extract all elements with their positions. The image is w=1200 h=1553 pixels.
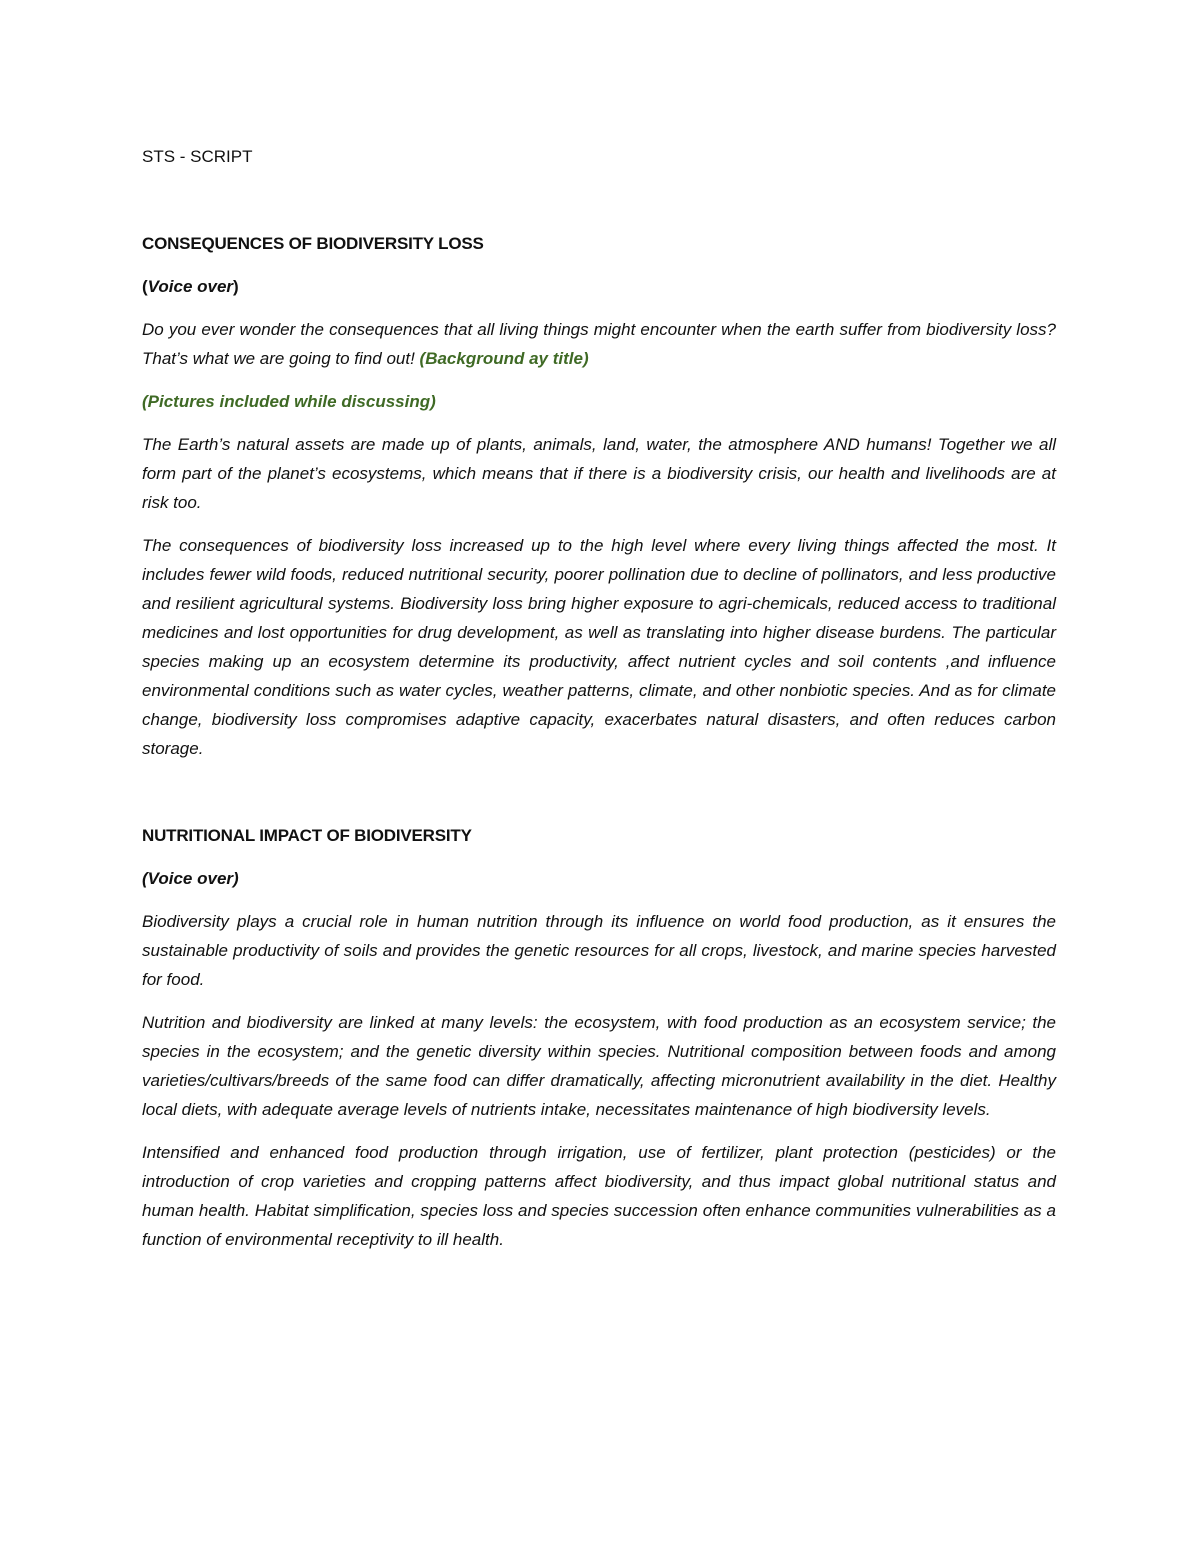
voice-over-text: Voice over <box>147 277 234 296</box>
spacer <box>142 850 1056 864</box>
pictures-note: (Pictures included while discussing) <box>142 392 436 411</box>
spacer <box>142 416 1056 430</box>
spacer <box>142 301 1056 315</box>
intro-paragraph <box>142 315 1056 373</box>
section-title-nutritional: NUTRITIONAL IMPACT OF BIODIVERSITY <box>142 826 472 845</box>
consequences-paragraph: The consequences of biodiversity loss increased up to the high level where every living things affected the most. It includes fewer wild foods, reduced nutritional security, poorer pollination due to decline of pollinators, and less productive and resilient agricultural systems. Biodiversity loss bring higher exposure to agri-chemicals, reduced access to traditional medicines and lost opportunities for drug development, as well as translating into higher disease burdens. The particular species making up an ecosystem determine its productivity, affect nutrient cycles and soil contents ,and influence environmental conditions such as water cycles, weather patterns, climate, and other nonbiotic species. And as for climate change, biodiversity loss compromises adaptive capacity, exacerbates natural disasters, and often reduces carbon storage. <box>142 536 1056 758</box>
intro-text: Do you ever wonder the consequences that all living things might encounter when the earth suffer from biodiversity loss? That’s what we are going to find out! <box>142 320 1056 368</box>
section-title-consequences: CONSEQUENCES OF BIODIVERSITY LOSS <box>142 234 484 253</box>
spacer <box>142 893 1056 907</box>
nutrition-paragraph-1: Biodiversity plays a crucial role in human nutrition through its influence on world food production, as it ensures the sustainable productivity of soils and provides the genetic resources for all crops, livestock, and marine species harvested for food. <box>142 912 1056 989</box>
voice-over-close-paren: ) <box>233 277 239 296</box>
nutrition-paragraph-2: Nutrition and biodiversity are linked at many levels: the ecosystem, with food production as an ecosystem service; the species in the ecosystem; and the genetic diversity within species. Nutritional composition between foods and among varieties/cultivars/breeds of the same food can differ dramatically, affecting micronutrient availability in the diet. Healthy local diets, with adequate average levels of nutrients intake, necessitates maintenance of high biodiversity levels. <box>142 1013 1056 1119</box>
background-title-note: (Background ay title) <box>419 349 589 368</box>
nutrition-paragraph-3: Intensified and enhanced food production through irrigation, use of fertilizer, plant protection (pesticides) or the introduction of crop varieties and cropping patterns affect biodiversity, and thus impact global nutritional status and human health. Habitat simplification, species loss and species succession often enhance communities vulnerabilities as a function of environmental receptivity to ill health. <box>142 1143 1056 1249</box>
spacer <box>142 1124 1056 1138</box>
spacer <box>142 763 1056 821</box>
spacer <box>142 994 1056 1008</box>
earth-assets-paragraph: The Earth’s natural assets are made up of plants, animals, land, water, the atmosphere AND humans! Together we all form part of the planet’s ecosystems, which means that if there is a biodiversity crisis, our health and livelihoods are at risk too. <box>142 435 1056 512</box>
voice-over-label-2 <box>142 864 1056 893</box>
spacer <box>142 373 1056 387</box>
voice-over-text-2: (Voice over) <box>142 869 239 888</box>
spacer <box>142 258 1056 272</box>
document-page <box>142 142 1056 1254</box>
spacer <box>142 171 1056 229</box>
document-header: STS - SCRIPT <box>142 147 253 166</box>
voice-over-open-paren: ( <box>142 277 148 296</box>
voice-over-label <box>142 272 1056 301</box>
spacer <box>142 517 1056 531</box>
